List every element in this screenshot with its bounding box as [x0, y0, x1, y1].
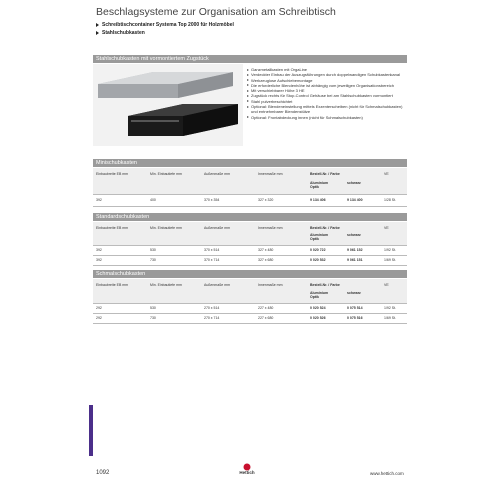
cell-order-alu: 0 020 526: [310, 316, 326, 320]
cell-outer: 270 x 714: [204, 316, 220, 320]
column-header: VE: [384, 172, 389, 176]
cell-inner: 327 x 680: [258, 258, 274, 262]
color-header: Aluminium Optik: [310, 233, 329, 241]
cell-width: 292: [96, 306, 102, 310]
cell-width: 392: [96, 258, 102, 262]
drawer-illustration: [93, 64, 243, 146]
divider: [93, 206, 407, 207]
table-header: [93, 222, 407, 245]
color-header: Aluminium Optik: [310, 291, 329, 299]
column-header: Innenmaße mm: [258, 226, 283, 230]
cell-order-alu: 9 134 406: [310, 198, 326, 202]
cell-width: 392: [96, 198, 102, 202]
breadcrumb-item: [96, 22, 234, 28]
column-header: Innenmaße mm: [258, 283, 283, 287]
cell-outer: 370 x 714: [204, 258, 220, 262]
feature-item: Werkzeuglose Aufschiebemontage: [247, 78, 407, 83]
column-header: Bestell-Nr. / Farbe: [310, 226, 340, 230]
breadcrumb-item: [96, 30, 145, 36]
product-image: [93, 64, 243, 146]
cell-width: 292: [96, 316, 102, 320]
column-header: Bestell-Nr. / Farbe: [310, 172, 340, 176]
page-number: 1092: [96, 470, 110, 476]
feature-item: Stahl pulverbeschichtet: [247, 99, 407, 104]
table-title-bar: Schmalschubkasten: [93, 270, 407, 278]
cell-depth: 730: [150, 316, 156, 320]
column-header: Einbaubreite EB mm: [96, 283, 129, 287]
cell-outer: 370 x 354: [204, 198, 220, 202]
table-title-bar: Minischubkasten: [93, 159, 407, 167]
cell-order-alu: 0 020 532: [310, 258, 326, 262]
cell-outer: 270 x 514: [204, 306, 220, 310]
divider: [93, 265, 407, 266]
cell-inner: 327 x 320: [258, 198, 274, 202]
brand-name: Hettich: [239, 470, 255, 475]
cell-order-black: 9 061 151: [347, 258, 363, 262]
feature-item: Optional: Blendeneinstellung mittels Exzenterscheiben (nicht für Schmalschubkasten) und entnehmbarer Blendenstütze: [247, 104, 407, 115]
column-header: Außenmaße mm: [204, 172, 231, 176]
cell-ve: 1/69 St.: [384, 316, 397, 320]
breadcrumb-label: Stahlschubkasten: [102, 30, 145, 36]
footer-url[interactable]: www.hettich.com: [370, 471, 404, 476]
cell-inner: 227 x 680: [258, 316, 274, 320]
divider: [93, 194, 407, 195]
column-header: Min. Einbautiefe mm: [150, 283, 182, 287]
feature-item: Zugstück rechts für Stop-Control Gehäuse bei am Stahlschubkasten vormontiert: [247, 93, 407, 98]
table-header: [93, 279, 407, 303]
column-header: Außenmaße mm: [204, 283, 231, 287]
cell-depth: 530: [150, 306, 156, 310]
table-row: [93, 256, 407, 265]
column-header: Min. Einbautiefe mm: [150, 226, 182, 230]
cell-depth: 530: [150, 248, 156, 252]
table-title-bar: Standardschubkasten: [93, 213, 407, 221]
product-section-bar: Stahlschubkasten mit vormontiertem Zugstück: [93, 55, 407, 63]
cell-order-black: 0 075 516: [347, 316, 363, 320]
column-header: Bestell-Nr. / Farbe: [310, 283, 340, 287]
cell-ve: 1/92 St.: [384, 248, 397, 252]
divider: [93, 323, 407, 324]
table-row: [93, 314, 407, 323]
breadcrumb-label: Schreibtischcontainer Systema Top 2000 für Holzmöbel: [102, 22, 234, 28]
cell-order-black: 9 134 400: [347, 198, 363, 202]
cell-ve: 1/28 St.: [384, 198, 397, 202]
cell-inner: 227 x 480: [258, 306, 274, 310]
column-header: Min. Einbautiefe mm: [150, 172, 182, 176]
cell-depth: 400: [150, 198, 156, 202]
column-header: Außenmaße mm: [204, 226, 231, 230]
feature-item: Mit verschiebbarer Höhe 3 HE: [247, 88, 407, 93]
table-row: [93, 304, 407, 313]
brand-logo: [232, 462, 262, 478]
cell-order-alu: 0 020 524: [310, 306, 326, 310]
feature-item: Ganzmetallkasten mit OrgaLine: [247, 67, 407, 72]
color-header: schwarz: [347, 233, 361, 237]
cell-order-black: 0 075 514: [347, 306, 363, 310]
cell-width: 392: [96, 248, 102, 252]
page-title: Beschlagsysteme zur Organisation am Schreibtisch: [96, 6, 336, 18]
table-row: [93, 196, 407, 205]
chapter-tab: [89, 405, 93, 456]
column-header: Innenmaße mm: [258, 172, 283, 176]
feature-item: Optional: Frontabdeckung innen (nicht für Schmalschubkasten): [247, 115, 407, 120]
triangle-right-icon: [96, 23, 99, 27]
cell-order-black: 9 061 152: [347, 248, 363, 252]
column-header: Einbaubreite EB mm: [96, 226, 129, 230]
triangle-right-icon: [96, 31, 99, 35]
table-row: [93, 246, 407, 255]
color-header: schwarz: [347, 291, 361, 295]
column-header: VE: [384, 226, 389, 230]
cell-order-alu: 0 020 722: [310, 248, 326, 252]
feature-list: [247, 67, 407, 120]
color-header: schwarz: [347, 181, 361, 185]
column-header: VE: [384, 283, 389, 287]
color-header: Aluminium Optik: [310, 181, 329, 189]
column-header: Einbaubreite EB mm: [96, 172, 129, 176]
feature-item: Verdeckter Einbau der Auszugsführungen durch doppelwandigen Schubkastenkanal: [247, 72, 407, 77]
cell-depth: 730: [150, 258, 156, 262]
cell-outer: 370 x 514: [204, 248, 220, 252]
cell-ve: 1/92 St.: [384, 306, 397, 310]
table-header: [93, 168, 407, 194]
cell-ve: 1/69 St.: [384, 258, 397, 262]
feature-item: Die erforderliche Blendenhöhe ist abhängig vom jeweiligen Organisationsbereich: [247, 83, 407, 88]
cell-inner: 327 x 480: [258, 248, 274, 252]
